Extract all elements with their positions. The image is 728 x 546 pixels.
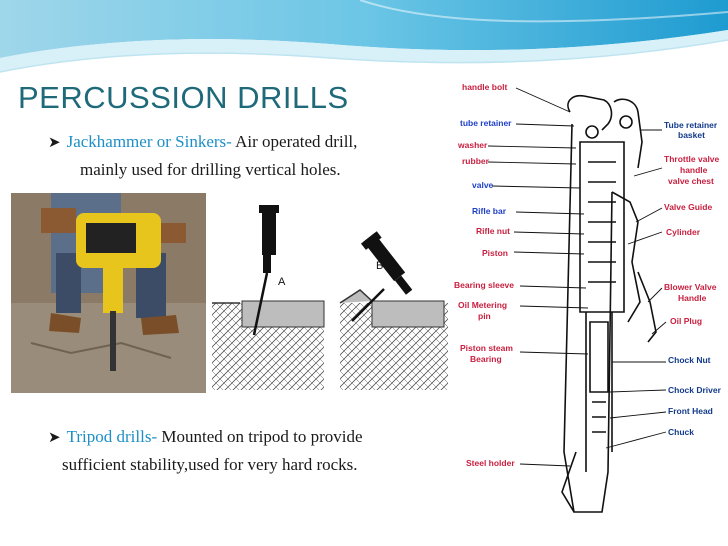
label-blower-valve: Blower Valve bbox=[664, 282, 717, 292]
label-valve-guide: Valve Guide bbox=[664, 202, 713, 212]
bullet-desc: Air operated drill, bbox=[231, 132, 358, 151]
bullet-jackhammer bbox=[48, 132, 357, 152]
label-throttle-handle: handle bbox=[680, 165, 708, 175]
label-chock-driver: Chock Driver bbox=[668, 385, 721, 395]
label-rubber: rubber bbox=[462, 156, 489, 166]
label-piston: Piston bbox=[482, 248, 508, 258]
slide-title: PERCUSSION DRILLS bbox=[18, 80, 349, 115]
label-valve-chest: valve chest bbox=[668, 176, 714, 186]
bullet-continuation: sufficient stability,used for very hard rocks. bbox=[62, 455, 358, 474]
bullet-tripod bbox=[48, 427, 363, 447]
label-chuck: Chuck bbox=[668, 427, 694, 437]
label-tube-retainer: tube retainer bbox=[460, 118, 512, 128]
bullet-continuation: mainly used for drilling vertical holes. bbox=[80, 160, 341, 179]
bullet-desc: Mounted on tripod to provide bbox=[157, 427, 363, 446]
jackhammer-photo bbox=[11, 193, 206, 393]
label-chock-nut: Chock Nut bbox=[668, 355, 711, 365]
bullet-term: Jackhammer or Sinkers- bbox=[66, 132, 232, 151]
label-cylinder: Cylinder bbox=[666, 227, 701, 237]
sketch-label-b: B bbox=[376, 260, 384, 272]
label-steel-holder: Steel holder bbox=[466, 458, 515, 468]
label-washer: washer bbox=[458, 140, 488, 150]
label-valve: valve bbox=[472, 180, 494, 190]
label-front-head: Front Head bbox=[668, 406, 713, 416]
label-handle-bolt: handle bolt bbox=[462, 82, 508, 92]
bullet-term: Tripod drills- bbox=[66, 427, 158, 446]
label-tube-retainer-basket: Tube retainer bbox=[664, 120, 718, 130]
label-rifle-bar: Rifle bar bbox=[472, 206, 507, 216]
jackhammer-sketch bbox=[212, 195, 452, 390]
arrow-bullet-icon: ➤ bbox=[48, 133, 61, 151]
label-rifle-nut: Rifle nut bbox=[476, 226, 510, 236]
label-bearing-sleeve: Bearing sleeve bbox=[454, 280, 515, 290]
label-oil-metering: Oil Metering bbox=[458, 300, 508, 310]
label-bearing: Bearing bbox=[470, 354, 502, 364]
arrow-bullet-icon: ➤ bbox=[48, 428, 61, 446]
label-blower-handle: Handle bbox=[678, 293, 707, 303]
sketch-label-a: A bbox=[278, 276, 286, 288]
drill-cross-section-diagram bbox=[452, 72, 724, 520]
label-basket: basket bbox=[678, 130, 705, 140]
label-piston-steam: Piston steam bbox=[460, 343, 513, 353]
label-oil-plug: Oil Plug bbox=[670, 316, 703, 326]
label-oil-metering-pin: pin bbox=[478, 311, 491, 321]
label-throttle-valve: Throttle valve bbox=[664, 154, 720, 164]
